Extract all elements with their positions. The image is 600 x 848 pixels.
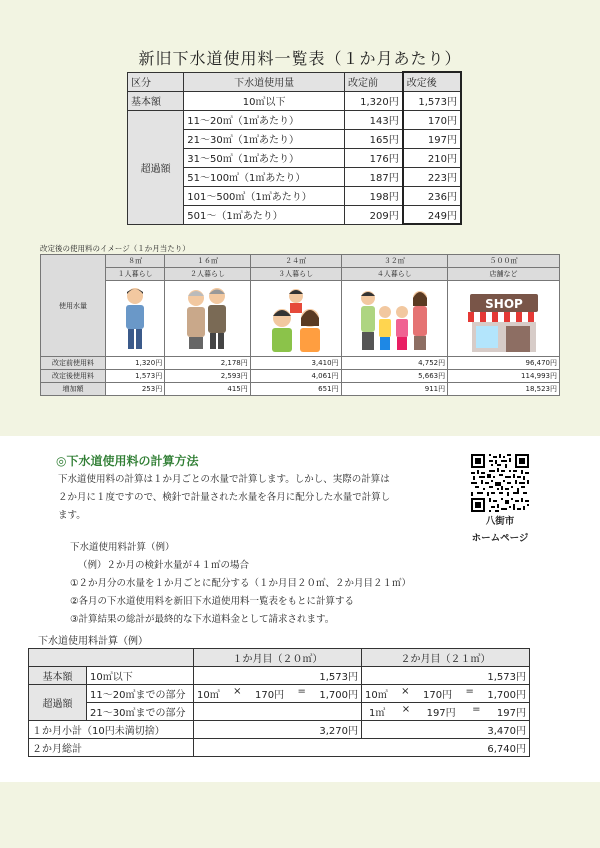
excess-usage: 101～500㎥（1㎥あたり）	[184, 186, 345, 205]
subtotal-month2: 3,470円	[362, 721, 530, 739]
family-of-three-illustration	[250, 281, 341, 357]
fee-cell: 2,178円	[165, 357, 251, 370]
basic-month1: 1,573円	[194, 667, 362, 685]
homepage-label[interactable]: ホームページ	[471, 533, 529, 544]
example-title: 下水道使用料計算（例）	[70, 542, 175, 553]
fee-cell: 253円	[106, 383, 165, 396]
multiply-sign: ×	[233, 686, 242, 697]
table-row	[29, 721, 530, 739]
fee-cell: 1,320円	[106, 357, 165, 370]
fee-cell: 4,061円	[250, 370, 341, 383]
step-2: ②各月の下水道使用料を新旧下水道使用料一覧表をもとに計算する	[70, 596, 355, 607]
header-month1: １か月目（２０㎥）	[194, 649, 362, 667]
table-row	[29, 667, 530, 685]
paragraph-line: ２か月に１度ですので、検針で計量された水量を各月に配分した水量で計算し	[58, 492, 391, 503]
table-row	[41, 357, 560, 370]
grand-total: 6,740円	[194, 739, 530, 757]
excess-usage: 21～30㎥（1㎥あたり）	[184, 129, 345, 148]
household-row	[41, 268, 560, 281]
usage-image-table	[40, 254, 560, 396]
example-case: （例）２か月の検針水量が４１㎥の場合	[78, 560, 250, 571]
basic-usage: 10㎥以下	[184, 91, 345, 110]
qty: 10㎥	[197, 690, 220, 701]
excess-before: 198円	[344, 186, 402, 205]
excess-after: 210円	[403, 148, 461, 167]
household-cell: １人暮らし	[106, 268, 165, 281]
image-table-caption: 改定後の使用料のイメージ（１か月当たり）	[40, 244, 190, 253]
rate: 170円	[255, 690, 285, 701]
header-usage: 下水道使用量	[184, 72, 345, 91]
equals-sign: =	[297, 686, 306, 697]
table-header-row	[29, 649, 530, 667]
row-label: 改定後使用料	[41, 370, 106, 383]
city-name: 八街市	[485, 516, 515, 527]
fee-cell: 18,523円	[448, 383, 560, 396]
household-cell: ２人暮らし	[165, 268, 251, 281]
excess-before: 209円	[344, 205, 402, 224]
header-blank	[29, 649, 194, 667]
volume-cell: １６㎥	[165, 255, 251, 268]
table-row	[29, 739, 530, 757]
usage-label: 使用水量	[41, 255, 106, 357]
header-category: 区分	[128, 72, 184, 91]
table-row	[29, 685, 530, 703]
multiply-sign: ×	[401, 704, 411, 715]
illustration-row	[41, 281, 560, 357]
family-of-four-illustration	[341, 281, 448, 357]
qty: 10㎥	[365, 690, 388, 701]
excess-after: 236円	[403, 186, 461, 205]
excess-before: 176円	[344, 148, 402, 167]
rate-comparison-table	[127, 71, 462, 225]
row-label: 改定前使用料	[41, 357, 106, 370]
paragraph-line: ます。	[58, 510, 86, 521]
basic-month2: 1,573円	[362, 667, 530, 685]
rate-table-title: 新旧下水道使用料一覧表（１か月あたり）	[138, 49, 462, 68]
excess-after: 197円	[403, 129, 461, 148]
header-before: 改定前	[344, 72, 402, 91]
subtotal-label: １か月小計（10円未満切捨）	[29, 721, 194, 739]
equals-sign: =	[472, 704, 481, 715]
fee-cell: 96,470円	[448, 357, 560, 370]
table-row	[128, 110, 462, 129]
total: 197円	[496, 708, 526, 719]
fee-cell: 415円	[165, 383, 251, 396]
excess-label: 超過額	[29, 685, 87, 721]
excess-usage: 11～20㎥までの部分	[87, 685, 194, 703]
excess-before: 165円	[344, 129, 402, 148]
elderly-couple-illustration	[165, 281, 251, 357]
fee-cell: 4,752円	[341, 357, 448, 370]
basic-after: 1,573円	[403, 91, 461, 110]
example-calculation-table	[28, 648, 530, 757]
subtotal-month1: 3,270円	[194, 721, 362, 739]
volume-row	[41, 255, 560, 268]
basic-label: 基本額	[29, 667, 87, 685]
excess-usage: 31～50㎥（1㎥あたり）	[184, 148, 345, 167]
basic-label: 基本額	[128, 91, 184, 110]
rate: 197円	[426, 708, 456, 719]
calculation-title: ◎下水道使用料の計算方法	[56, 454, 199, 468]
empty-cell	[194, 703, 362, 721]
excess-after: 170円	[403, 110, 461, 129]
example-table-caption: 下水道使用料計算（例）	[38, 636, 148, 647]
excess-usage: 11～20㎥（1㎥あたり）	[184, 110, 345, 129]
header-month2: ２か月目（２１㎥）	[362, 649, 530, 667]
rate: 170円	[423, 690, 453, 701]
volume-cell: ３２㎥	[341, 255, 448, 268]
shop-sign-text: SHOP	[484, 296, 523, 311]
total: 1,700円	[487, 690, 526, 701]
fee-cell: 2,593円	[165, 370, 251, 383]
qty: 1㎥	[369, 708, 386, 719]
header-after: 改定後	[403, 72, 461, 91]
table-row	[41, 383, 560, 396]
table-row	[29, 703, 530, 721]
table-header-row	[128, 72, 462, 91]
paragraph-line: 下水道使用料の計算は１か月ごとの水量で計算します。しかし、実際の計算は	[58, 474, 390, 485]
excess-after: 249円	[403, 205, 461, 224]
multiply-sign: ×	[401, 686, 410, 697]
excess-label: 超過額	[128, 110, 184, 224]
excess-before: 143円	[344, 110, 402, 129]
fee-cell: 114,993円	[448, 370, 560, 383]
volume-cell: ２４㎥	[250, 255, 341, 268]
single-person-illustration	[106, 281, 165, 357]
excess-after: 223円	[403, 167, 461, 186]
step-1: ①２か月分の水量を１か月ごとに配分する（１か月目２０㎥、２か月目２１㎥）	[70, 578, 412, 589]
fee-cell: 5,663円	[341, 370, 448, 383]
household-cell: ３人暮らし	[250, 268, 341, 281]
table-row	[41, 370, 560, 383]
total-label: ２か月総計	[29, 739, 194, 757]
basic-before: 1,320円	[344, 91, 402, 110]
household-cell: ４人暮らし	[341, 268, 448, 281]
excess-before: 187円	[344, 167, 402, 186]
qr-code[interactable]	[471, 454, 529, 512]
excess-usage: 501～（1㎥あたり）	[184, 205, 345, 224]
basic-usage: 10㎥以下	[87, 667, 194, 685]
fee-cell: 911円	[341, 383, 448, 396]
calc-cell	[194, 685, 362, 703]
fee-cell: 651円	[250, 383, 341, 396]
equals-sign: =	[465, 686, 474, 697]
excess-usage: 51～100㎥（1㎥あたり）	[184, 167, 345, 186]
row-label: 増加額	[41, 383, 106, 396]
table-row	[128, 91, 462, 110]
fee-cell: 1,573円	[106, 370, 165, 383]
excess-usage: 21～30㎥までの部分	[87, 703, 194, 721]
shop-illustration	[448, 281, 560, 357]
calc-cell	[362, 685, 530, 703]
household-cell: 店舗など	[448, 268, 560, 281]
volume-cell: ８㎥	[106, 255, 165, 268]
step-3: ③計算結果の総計が最終的な下水道料金として請求されます。	[70, 614, 335, 625]
fee-cell: 3,410円	[250, 357, 341, 370]
total: 1,700円	[319, 690, 358, 701]
volume-cell: ５００㎥	[448, 255, 560, 268]
calc-cell	[362, 703, 530, 721]
